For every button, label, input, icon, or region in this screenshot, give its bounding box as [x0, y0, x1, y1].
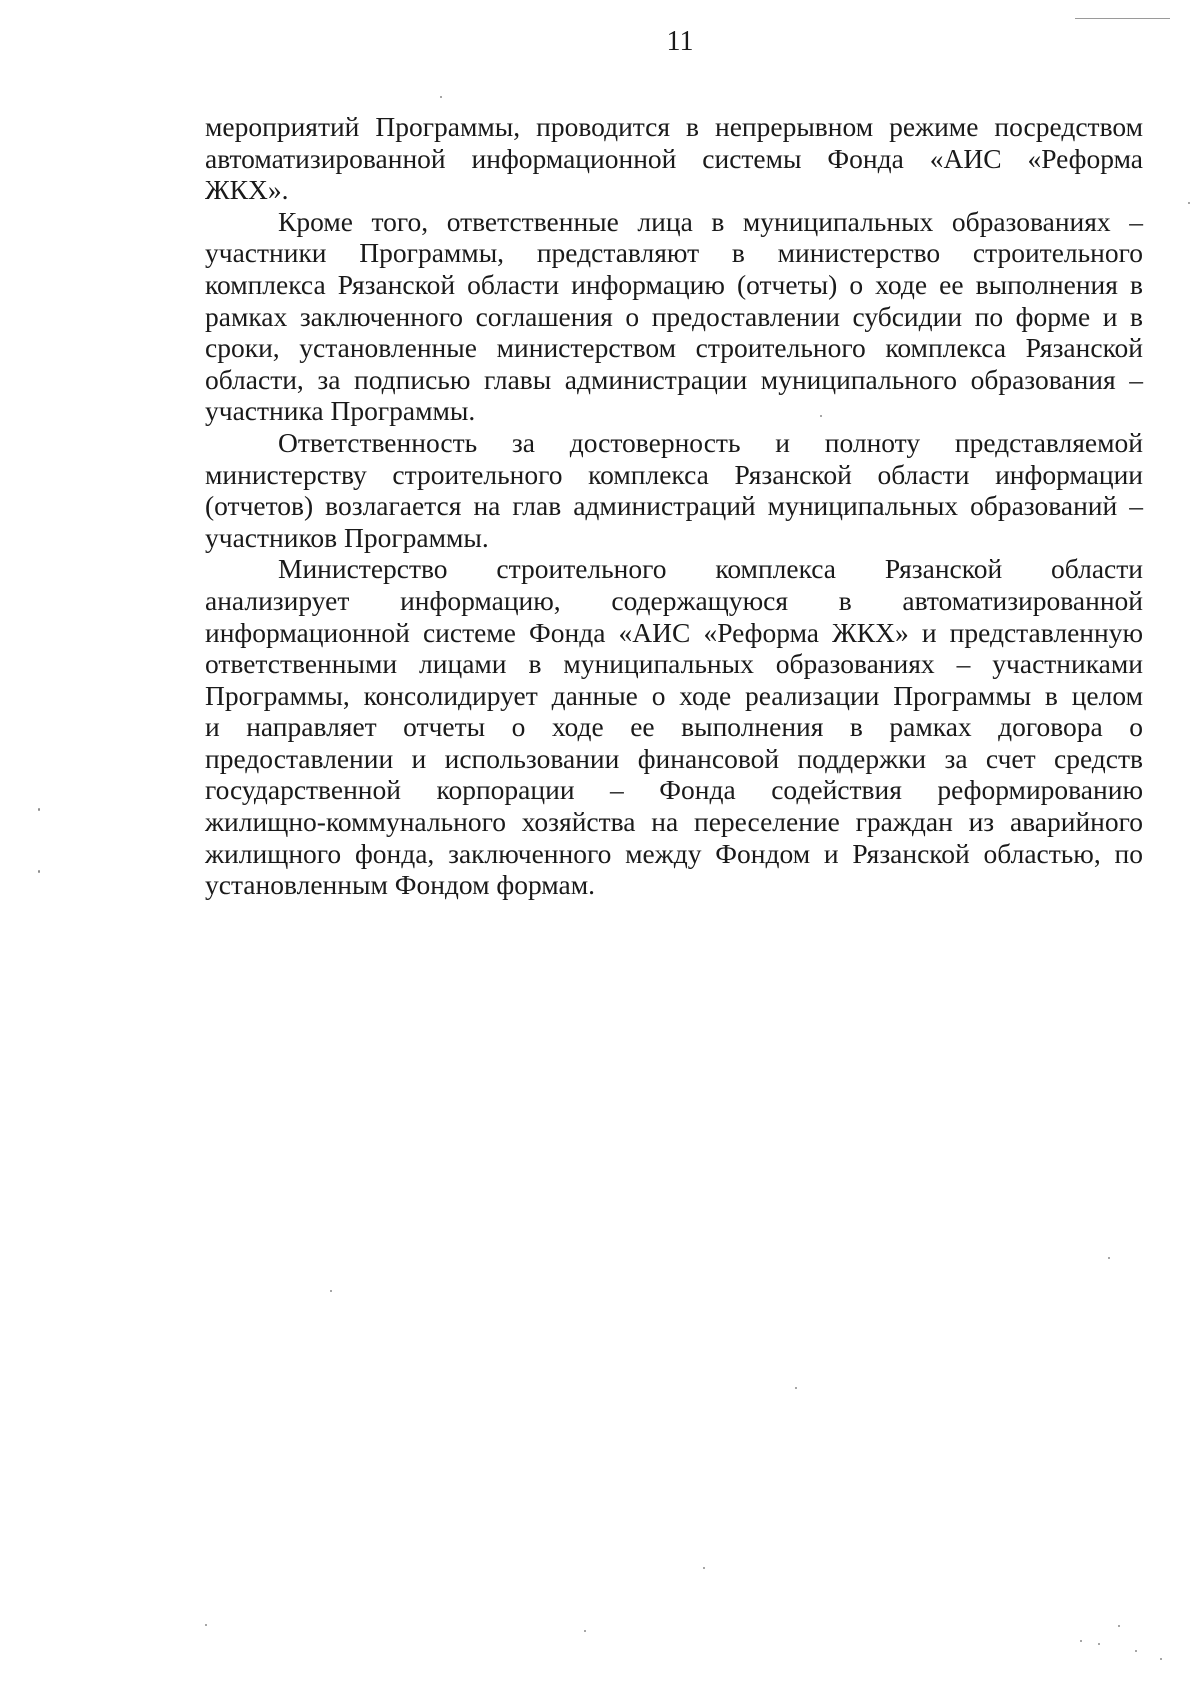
paragraph-line: государственной корпорации – Фонда содействия реформированию	[205, 774, 1143, 806]
scan-artifact-dash	[1075, 18, 1170, 19]
paragraph-line: Программы, консолидирует данные о ходе реализации Программы в целом	[205, 679, 1143, 711]
scan-artifact-speck	[1188, 202, 1190, 204]
scan-artifact-speck	[1160, 1658, 1162, 1660]
paragraph-line: мероприятий Программы, проводится в непрерывном режиме посредством	[205, 111, 1143, 142]
scan-artifact-speck	[38, 808, 40, 811]
paragraph-line: предоставлении и использовании финансовой поддержки за счет средств	[205, 742, 1143, 774]
paragraph-line: (отчетов) возлагается на глав администраций муниципальных образований –	[205, 490, 1143, 522]
paragraph-line: информационной системе Фонда «АИС «Реформа ЖКХ» и представленную	[205, 616, 1143, 648]
scan-artifact-speck	[38, 870, 40, 873]
paragraph-line: области, за подписью главы администрации муниципального образования –	[205, 363, 1143, 395]
scan-artifact-speck	[703, 1567, 705, 1569]
scan-artifact-speck	[205, 1624, 207, 1626]
paragraph-line: жилищно-коммунального хозяйства на переселение граждан из аварийного	[205, 806, 1143, 838]
scan-artifact-speck	[1108, 1257, 1110, 1259]
paragraph-line: Ответственность за достоверность и полноту представляемой	[278, 426, 1143, 458]
scan-artifact-speck	[330, 1290, 332, 1292]
paragraph-line: участника Программы.	[205, 395, 476, 427]
scan-artifact-speck	[1135, 1650, 1137, 1652]
paragraph-line: сроки, установленные министерством строительного комплекса Рязанской	[205, 332, 1143, 364]
scan-artifact-speck	[1118, 1625, 1120, 1627]
paragraph-line: Министерство строительного комплекса Рязанской области	[278, 553, 1143, 585]
scan-artifact-speck	[795, 1387, 797, 1389]
document-body	[205, 111, 1143, 901]
paragraph-line: Кроме того, ответственные лица в муниципальных образованиях –	[278, 205, 1143, 237]
scan-artifact-speck	[820, 415, 822, 417]
scan-artifact-speck	[440, 96, 442, 98]
paragraph-line: автоматизированной информационной системы Фонда «АИС «Реформа	[205, 142, 1143, 174]
scan-artifact-speck	[584, 1630, 586, 1632]
paragraph-line: анализирует информацию, содержащуюся в автоматизированной	[205, 584, 1143, 616]
paragraph-line: жилищного фонда, заключенного между Фондом и Рязанской областью, по	[205, 837, 1143, 869]
paragraph-line: ответственными лицами в муниципальных образованиях – участниками	[205, 648, 1143, 680]
paragraph-line: комплекса Рязанской области информацию (отчеты) о ходе ее выполнения в	[205, 268, 1143, 300]
paragraph-line: и направляет отчеты о ходе ее выполнения в рамках договора о	[205, 711, 1143, 743]
scan-artifact-speck	[1080, 1640, 1082, 1642]
paragraph-line: ЖКХ».	[205, 174, 289, 206]
paragraph-line: участников Программы.	[205, 521, 489, 553]
paragraph-line: установленным Фондом формам.	[205, 869, 596, 901]
paragraph-line: министерству строительного комплекса Рязанской области информации	[205, 458, 1143, 490]
paragraph-line: участники Программы, представляют в министерство строительного	[205, 237, 1143, 269]
page-number: 11	[666, 26, 694, 57]
scan-artifact-speck	[1098, 1643, 1100, 1645]
paragraph-line: рамках заключенного соглашения о предоставлении субсидии по форме и в	[205, 300, 1143, 332]
